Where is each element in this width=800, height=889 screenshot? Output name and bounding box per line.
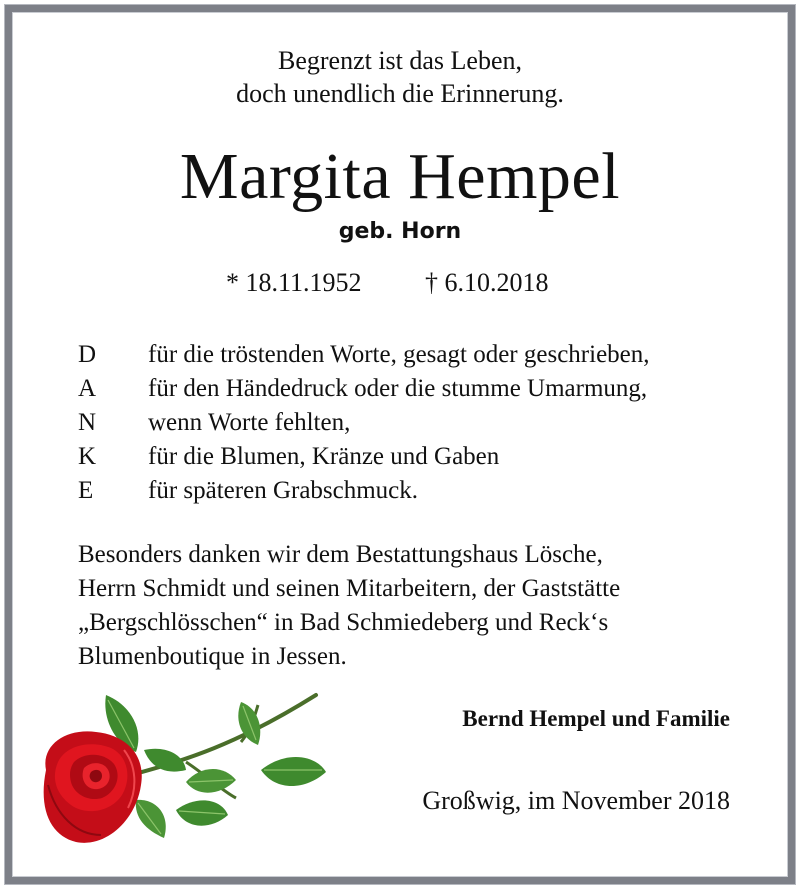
deceased-name: Margita Hempel (179, 140, 621, 213)
thanks-line: Besonders danken wir dem Bestattungshaus Lösche, (78, 541, 603, 568)
special-thanks (78, 538, 620, 674)
thanks-line: „Bergschlösschen“ in Bad Schmiedeberg und Reck‘s (78, 609, 609, 636)
danke-text: für die tröstenden Worte, gesagt oder geschrieben, (148, 341, 650, 368)
signature: Bernd Hempel und Familie (462, 706, 730, 731)
danke-text: für die Blumen, Kränze und Gaben (148, 443, 500, 470)
thanks-line: Herrn Schmidt und seinen Mitarbeitern, der Gaststätte (78, 575, 621, 602)
thanks-line: Blumenboutique in Jessen. (78, 643, 347, 670)
poem (0, 44, 800, 110)
danke-letter: E (78, 477, 94, 504)
birth-name: geb. Horn (338, 219, 462, 244)
danke-text: wenn Worte fehlten, (148, 409, 351, 436)
danke-text: für späteren Grabschmuck. (148, 477, 419, 504)
place-date: Großwig, im November 2018 (422, 786, 730, 815)
danke-letter: A (78, 375, 97, 402)
poem-line-1: Begrenzt ist das Leben, (277, 46, 523, 75)
danke-letter: D (78, 341, 97, 368)
danke-letter: N (78, 409, 97, 436)
danke-letter: K (78, 443, 97, 470)
birth-date: * 18.11.1952 (226, 268, 362, 297)
danke-text: für den Händedruck oder die stumme Umarmung, (148, 375, 648, 402)
poem-line-2: doch unendlich die Erinnerung. (236, 79, 564, 108)
red-rose-icon (36, 690, 336, 855)
death-date: † 6.10.2018 (425, 268, 549, 297)
